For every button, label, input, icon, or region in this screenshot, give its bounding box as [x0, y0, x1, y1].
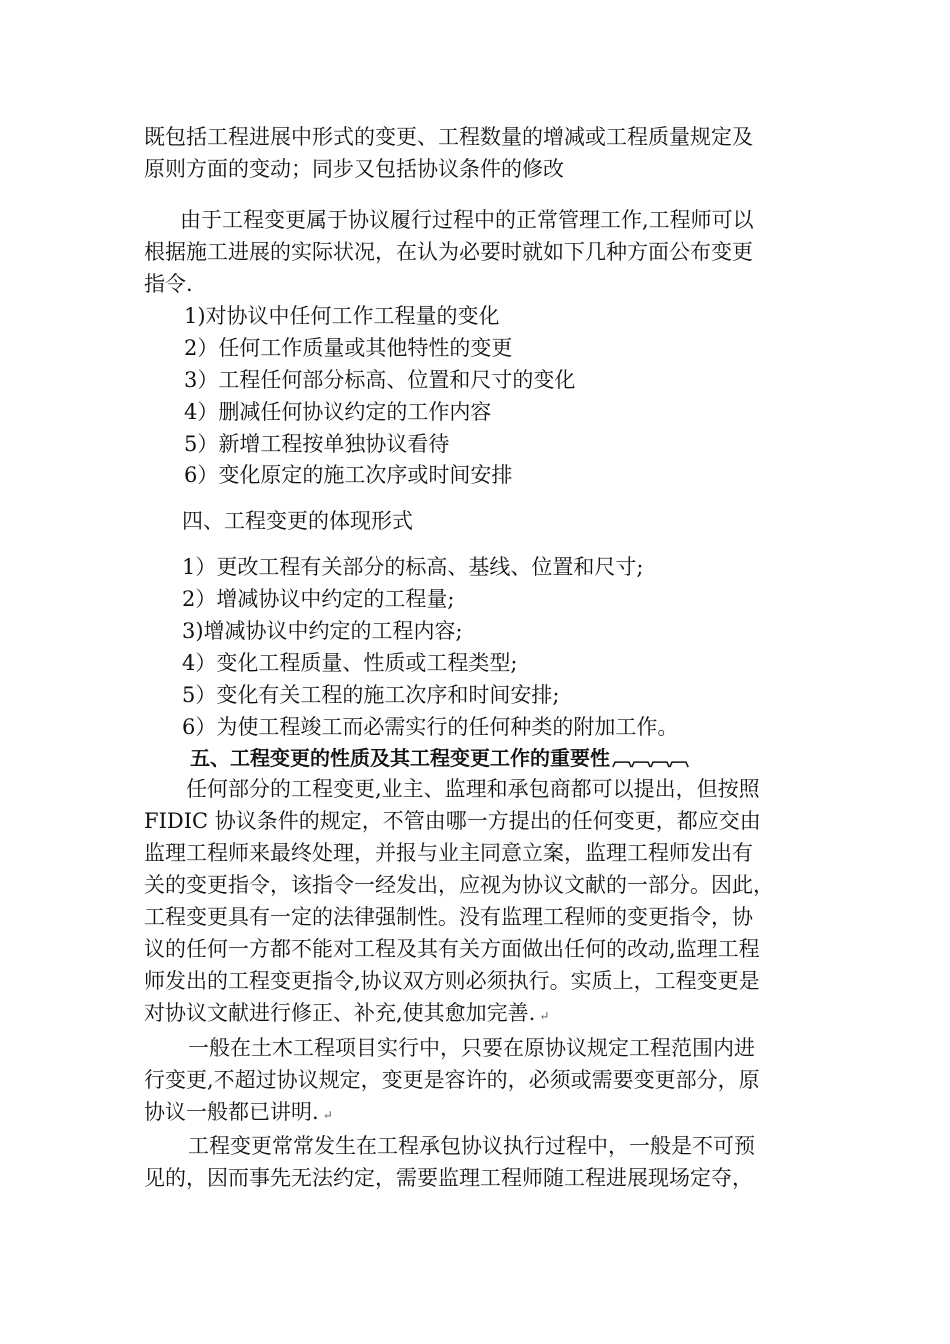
paragraph-3-line-4: 关的变更指令，该指令一经发出，应视为协议文献的一部分。因此， — [144, 873, 774, 897]
heading-marks: ︹︹︹︹ — [612, 746, 688, 770]
paragraph-2-line-1: 由于工程变更属于协议履行过程中的正常管理工作,工程师可以 — [180, 208, 754, 232]
paragraph-1-line-1: 既包括工程进展中形式的变更、工程数量的增减或工程质量规定及 — [144, 125, 753, 149]
paragraph-3-line-7: 师发出的工程变更指令,协议双方则必须执行。实质上，工程变更是 — [144, 969, 760, 993]
list-2-item-1: 1）更改工程有关部分的标高、基线、位置和尺寸; — [182, 555, 644, 579]
list-1-item-4: 4）删减任何协议约定的工作内容 — [184, 400, 492, 424]
paragraph-3-line-1: 任何部分的工程变更,业主、监理和承包商都可以提出，但按照 — [186, 777, 760, 801]
paragraph-3-line-5: 工程变更具有一定的法律强制性。没有监理工程师的变更指令，协 — [144, 905, 753, 929]
paragraph-4-line-3: 协议一般都已讲明. — [144, 1100, 319, 1124]
paragraph-3-line-2: FIDIC 协议条件的规定，不管由哪一方提出的任何变更，都应交由 — [144, 809, 761, 833]
list-1-item-3: 3）工程任何部分标高、位置和尺寸的变化 — [184, 368, 576, 392]
section-5-title: 五、工程变更的性质及其工程变更工作的重要性 — [190, 746, 610, 770]
list-1-item-5: 5）新增工程按单独协议看待 — [184, 432, 450, 456]
paragraph-3-line-6: 议的任何一方都不能对工程及其有关方面做出任何的改动,监理工程 — [144, 937, 760, 961]
paragraph-5-line-2: 见的，因而事先无法约定，需要监理工程师随工程进展现场定夺， — [144, 1166, 753, 1190]
section-4-title: 四、工程变更的体现形式 — [182, 509, 413, 533]
list-1-item-6: 6）变化原定的施工次序或时间安排 — [184, 463, 513, 487]
list-2-item-4: 4）变化工程质量、性质或工程类型; — [182, 651, 518, 675]
list-1-item-2: 2）任何工作质量或其他特性的变更 — [184, 336, 513, 360]
paragraph-1-line-2: 原则方面的变动；同步又包括协议条件的修改 — [144, 157, 564, 181]
paragraph-5-line-1: 工程变更常常发生在工程承包协议执行过程中，一般是不可预 — [188, 1134, 755, 1158]
paragraph-3-line-8: 对协议文献进行修正、补充,使其愈加完善. — [144, 1001, 536, 1025]
list-2-item-2: 2）增减协议中约定的工程量; — [182, 587, 455, 611]
section-5-heading — [190, 743, 688, 773]
paragraph-3-line-3: 监理工程师来最终处理，并报与业主同意立案，监理工程师发出有 — [144, 841, 753, 865]
paragraph-mark-icon: ↵ — [539, 1009, 550, 1023]
paragraph-2-line-2: 根据施工进展的实际状况，在认为必要时就如下几种方面公布变更 — [144, 240, 753, 264]
list-2-item-6: 6）为使工程竣工而必需实行的任何种类的附加工作。 — [182, 715, 679, 739]
list-1-item-1: 1)对协议中任何工作工程量的变化 — [184, 304, 500, 328]
paragraph-3-last-line — [144, 998, 549, 1028]
list-2-item-5: 5）变化有关工程的施工次序和时间安排; — [182, 683, 560, 707]
list-2-item-3: 3)增减协议中约定的工程内容; — [182, 619, 463, 643]
paragraph-2-line-3: 指令. — [144, 272, 193, 296]
paragraph-4-line-2: 行变更,不超过协议规定，变更是容许的，必须或需要变更部分，原 — [144, 1068, 760, 1092]
paragraph-4-line-1: 一般在土木工程项目实行中，只要在原协议规定工程范围内进 — [188, 1036, 755, 1060]
paragraph-4-last-line — [144, 1097, 333, 1127]
paragraph-mark-icon: ↵ — [322, 1108, 333, 1122]
